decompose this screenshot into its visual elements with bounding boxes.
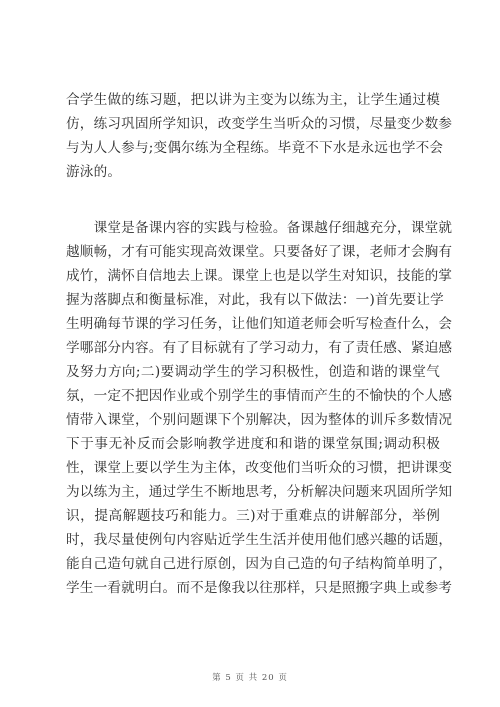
text-line: 为以练为主，通过学生不断地思考，分析解决问题来巩固所学知 — [66, 484, 453, 500]
page-number-footer: 第 5 页 共 20 页 — [212, 673, 288, 683]
text-line: 越顺畅，才有可能实现高效课堂。只要备好了课，老师才会胸有 — [66, 244, 453, 260]
text-line: 能自己造句就自己进行原创，因为自己造的句子结构简单明了， — [66, 556, 453, 572]
text-line: 与为人人参与;变偶尔练为全程练。毕竟不下水是永远也学不会 — [66, 140, 444, 156]
text-line: 游泳的。 — [66, 164, 122, 180]
text-line: 性，课堂上要以学生为主体，改变他们当听众的习惯，把讲课变 — [66, 460, 453, 476]
text-line: 识，提高解题技巧和能力。三)对于重难点的讲解部分，举例 — [66, 508, 440, 524]
text-line: 成竹，满怀自信地去上课。课堂上也是以学生对知识，技能的掌 — [66, 268, 453, 284]
text-line: 情带入课堂，个别问题课下个别解决，因为整体的训斥多数情况 — [66, 412, 453, 428]
text-line: 学哪部分内容。有了目标就有了学习动力，有了责任感、紧迫感 — [66, 340, 453, 356]
text-line: 及努力方向;二)要调动学生的学习积极性，创造和谐的课堂气 — [66, 364, 440, 380]
text-line: 课堂是备课内容的实践与检验。备课越仔细越充分，课堂就 — [66, 220, 453, 236]
text-line: 握为落脚点和衡量标准，对此，我有以下做法：一)首先要让学 — [66, 292, 444, 308]
text-line: 生明确每节课的学习任务，让他们知道老师会听写检查什么，会 — [66, 316, 453, 332]
text-line: 学生一看就明白。而不是像我以往那样，只是照搬字典上或参考 — [66, 580, 453, 596]
text-line: 氛，一定不把因作业或个别学生的事情而产生的不愉快的个人感 — [66, 388, 453, 404]
text-line: 仿，练习巩固所学知识，改变学生当听众的习惯，尽量变少数参 — [66, 116, 453, 132]
text-line: 下于事无补反而会影响教学进度和和谐的课堂氛围;调动积极 — [66, 436, 440, 452]
text-line: 合学生做的练习题，把以讲为主变为以练为主，让学生通过模 — [66, 92, 440, 108]
text-line: 时，我尽量使例句内容贴近学生生活并使用他们感兴趣的话题， — [66, 532, 453, 548]
